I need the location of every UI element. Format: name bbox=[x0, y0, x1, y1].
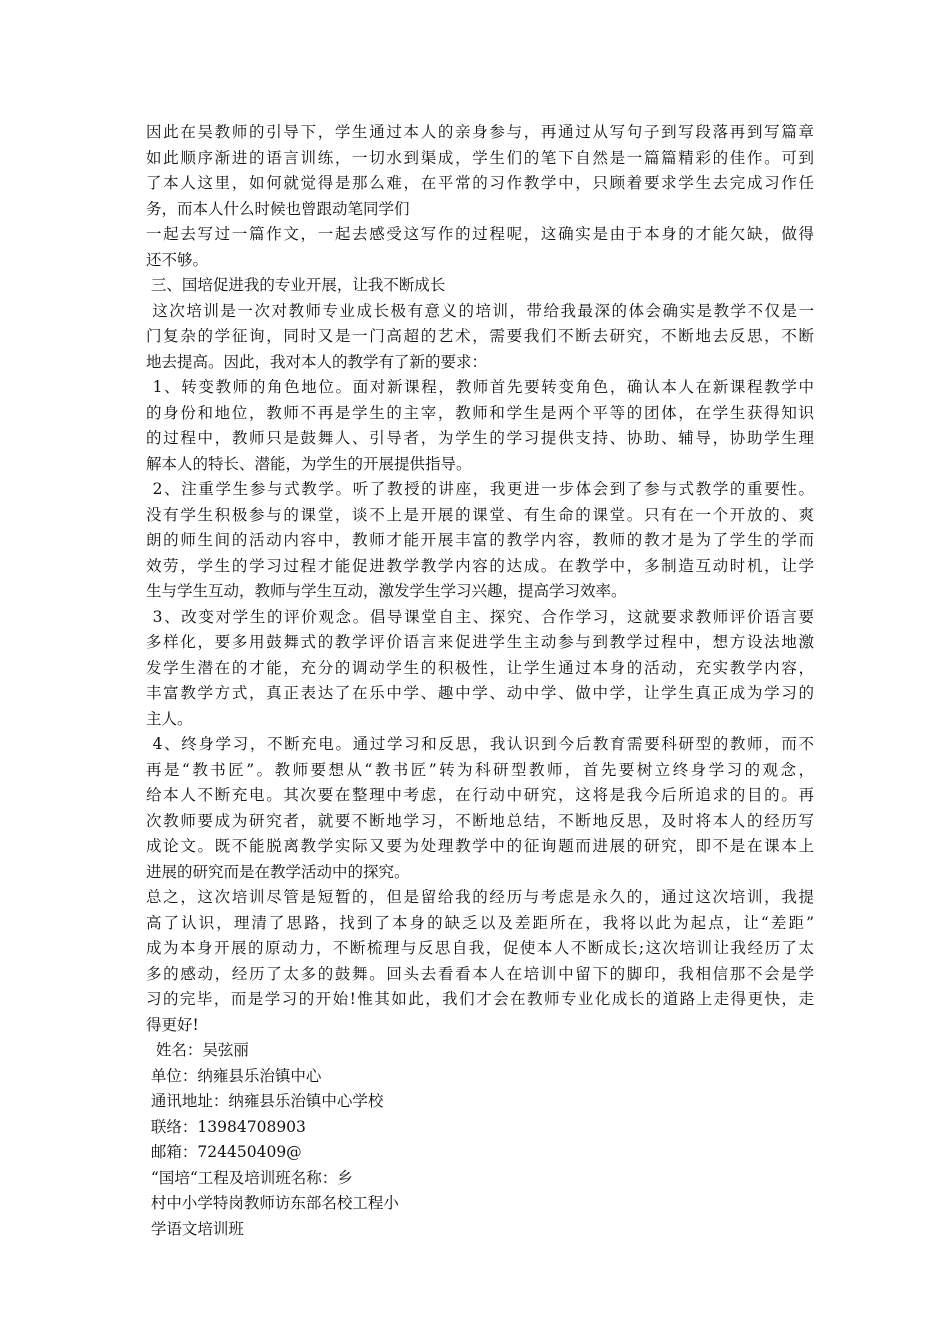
text-line: 成为本身开展的原动力，不断梳理与反思自我，促使本人不断成长;这次培训让我经历了太 bbox=[146, 939, 814, 957]
author-unit: 单位：纳雍县乐治镇中心 bbox=[146, 1066, 322, 1085]
text-line: 生与学生互动，教师与学生互动，激发学生学习兴趣，提高学习效率。 bbox=[146, 582, 627, 600]
text-line: 这次培训是一次对教师专业成长极有意义的培训，带给我最深的体会确实是教学不仅是一 bbox=[146, 301, 814, 320]
author-name: 姓名：吴弦丽 bbox=[146, 1041, 249, 1059]
paragraph bbox=[146, 222, 814, 273]
text-line: 了本人这里，如何就觉得是那么难，在平常的习作教学中，只顾着要求学生去完成习作任 bbox=[146, 174, 814, 192]
paragraph bbox=[146, 120, 814, 222]
text-line: 没有学生积极参与的课堂，谈不上是开展的课堂、有生命的课堂。只有在一个开放的、爽 bbox=[146, 505, 814, 524]
paragraph bbox=[146, 477, 814, 605]
text-line: 一起去写过一篇作文，一起去感受这写作的过程呢，这确实是由于本身的才能欠缺，做得 bbox=[146, 225, 814, 243]
text-line: 主人。 bbox=[146, 709, 193, 728]
text-line: 次教师要成为研究者，就要不断地学习，不断地总结，不断地反思，及时将本人的经历写 bbox=[146, 811, 814, 830]
text-line: 给本人不断充电。其次要在整理中考虑，在行动中研究，这将是我今后所追求的目的。再 bbox=[146, 786, 814, 804]
text-line: 进展的研究而是在教学活动中的探究。 bbox=[146, 862, 410, 881]
text-line: 的身份和地位，教师不再是学生的主宰，教师和学生是两个平等的团体，在学生获得知识 bbox=[146, 403, 814, 422]
text-line: 成论文。既不能脱离教学实际又要为处理教学中的征询题而进展的研究，即不是在课本上 bbox=[146, 837, 814, 855]
paragraph bbox=[146, 605, 814, 733]
text-line: 效劳，学生的学习过程才能促进教学教学内容的达成。在教学中，多制造互动时机，让学 bbox=[146, 556, 814, 575]
text-line: 门复杂的学征询，同时又是一门高超的艺术，需要我们不断去研究，不断地去反思，不断 bbox=[146, 327, 814, 345]
text-line: 再是“教书匠”。教师要想从“教书匠”转为科研型教师，首先要树立终身学习的观念， bbox=[146, 760, 814, 779]
text-line: 三、国培促进我的专业开展，让我不断成长 bbox=[146, 276, 446, 294]
author-phone: 联络：13984708903 bbox=[146, 1117, 306, 1136]
text-line: 1、转变教师的角色地位。面对新课程，教师首先要转变角色，确认本人在新课程教学中 bbox=[146, 378, 814, 396]
paragraph bbox=[146, 885, 814, 1038]
author-email: 邮箱：724450409@ bbox=[146, 1143, 302, 1161]
text-line: 2、注重学生参与式教学。听了教授的讲座，我更进一步体会到了参与式教学的重要性。 bbox=[146, 480, 814, 498]
author-info bbox=[146, 1038, 814, 1242]
text-line: 多样化，要多用鼓舞式的教学评价语言来促进学生主动参与到教学过程中，想方设法地激 bbox=[146, 633, 814, 651]
text-line: 多的感动，经历了太多的鼓舞。回头去看看本人在培训中留下的脚印，我相信那不会是学 bbox=[146, 964, 814, 983]
author-address: 通讯地址：纳雍县乐治镇中心学校 bbox=[146, 1092, 384, 1110]
text-line: 习的完毕，而是学习的开始!惟其如此，我们才会在教师专业化成长的道路上走得更快，走 bbox=[146, 990, 814, 1008]
text-line: 的过程中，教师只是鼓舞人、引导者，为学生的学习提供支持、协助、辅导，协助学生理 bbox=[146, 429, 814, 447]
paragraph bbox=[146, 299, 814, 376]
section-heading bbox=[146, 273, 814, 299]
text-line: 解本人的特长、潜能，为学生的开展提供指导。 bbox=[146, 454, 472, 473]
document-body bbox=[146, 120, 814, 1242]
text-line: 如此顺序渐进的语言训练，一切水到渠成，学生们的笔下自然是一篇篇精彩的佳作。可到 bbox=[146, 148, 814, 167]
text-line: 4、终身学习，不断充电。通过学习和反思，我认识到今后教育需要科研型的教师，而不 bbox=[146, 735, 814, 753]
text-line: 总之，这次培训尽管是短暂的，但是留给我的经历与考虑是永久的，通过这次培训，我提 bbox=[146, 888, 814, 906]
paragraph bbox=[146, 732, 814, 885]
text-line: 高了认识，理清了思路，找到了本身的缺乏以及差距所在，我将以此为起点，让“差距” bbox=[146, 913, 814, 932]
text-line: 因此在吴教师的引导下，学生通过本人的亲身参与，再通过从写句子到写段落再到写篇章 bbox=[146, 123, 814, 141]
text-line: 丰富教学方式，真正表达了在乐中学、趣中学、动中学、做中学，让学生真正成为学习的 bbox=[146, 684, 814, 702]
paragraph bbox=[146, 375, 814, 477]
text-line: 3、改变对学生的评价观念。倡导课堂自主、探究、合作学习，这就要求教师评价语言要 bbox=[146, 607, 814, 626]
program-name: 村中小学特岗教师访东部名校工程小 bbox=[146, 1194, 399, 1212]
text-line: 还不够。 bbox=[146, 250, 209, 269]
text-line: 务，而本人什么时候也曾跟动笔同学们 bbox=[146, 199, 410, 218]
program-name: 学语文培训班 bbox=[146, 1219, 244, 1238]
program-name: “国培“工程及培训班名称：乡 bbox=[146, 1168, 353, 1187]
text-line: 发学生潜在的才能，充分的调动学生的积极性，让学生通过本身的活动，充实教学内容， bbox=[146, 658, 814, 677]
text-line: 得更好! bbox=[146, 1015, 199, 1034]
text-line: 朗的师生间的活动内容中，教师才能开展丰富的教学内容，教师的教才是为了学生的学而 bbox=[146, 531, 814, 549]
text-line: 地去提高。因此，我对本人的教学有了新的要求： bbox=[146, 352, 488, 371]
